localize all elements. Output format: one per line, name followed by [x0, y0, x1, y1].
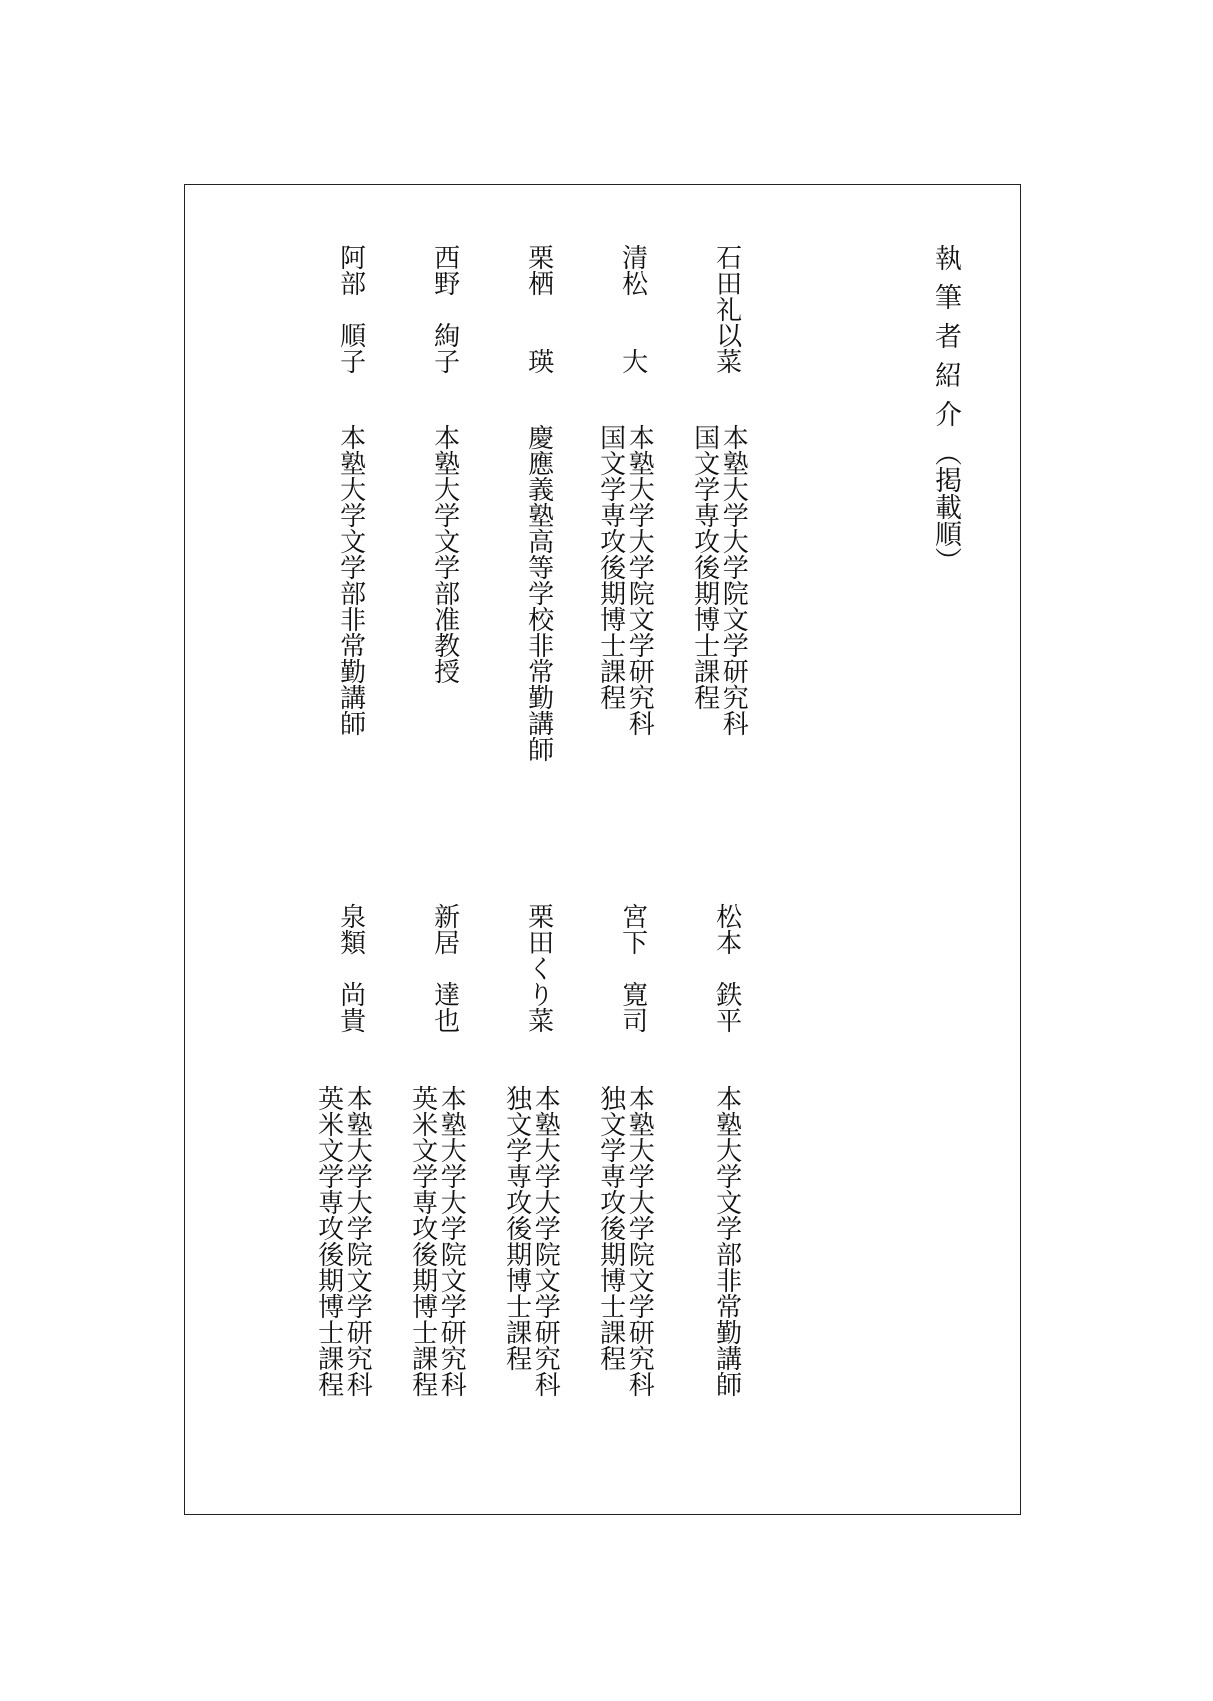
- contributor-affiliation: 慶應義塾高等学校非常勤講師: [523, 424, 554, 762]
- contributor-name: 松本 鉄平: [711, 903, 742, 1033]
- title-text: 執筆者紹介: [930, 244, 961, 439]
- contributor-affiliation: 本塾大学文学部准教授: [429, 424, 460, 684]
- title-note: （掲載順）: [930, 439, 961, 574]
- contributor-affiliation: 本塾大学大学院文学研究科 国文学専攻後期博士課程: [689, 424, 749, 736]
- contributor-name: 西野 絢子: [429, 244, 460, 374]
- contributor-name: 栗田くり菜: [523, 903, 554, 1033]
- contributor-affiliation: 本塾大学文学部非常勤講師: [335, 424, 366, 736]
- contributor-name: 石田礼以菜: [711, 244, 742, 374]
- contributor-name: 泉類 尚貴: [335, 903, 366, 1033]
- contributor-affiliation: 本塾大学大学院文学研究科 独文学専攻後期博士課程: [501, 1085, 561, 1397]
- contributor-name: 栗栖 瑛: [523, 244, 554, 374]
- contributor-affiliation: 本塾大学大学院文学研究科 英米文学専攻後期博士課程: [407, 1085, 467, 1397]
- contributor-affiliation: 本塾大学文学部非常勤講師: [711, 1085, 742, 1397]
- contributor-name: 宮下 寛司: [617, 903, 648, 1033]
- contributor-name: 阿部 順子: [335, 244, 366, 374]
- contributor-name: 清松 大: [617, 244, 648, 374]
- contributor-name: 新居 達也: [429, 903, 460, 1033]
- contributor-affiliation: 本塾大学大学院文学研究科 英米文学専攻後期博士課程: [313, 1085, 373, 1397]
- contributor-affiliation: 本塾大学大学院文学研究科 独文学専攻後期博士課程: [595, 1085, 655, 1397]
- contributor-affiliation: 本塾大学大学院文学研究科 国文学専攻後期博士課程: [595, 424, 655, 736]
- page-title: [932, 244, 959, 574]
